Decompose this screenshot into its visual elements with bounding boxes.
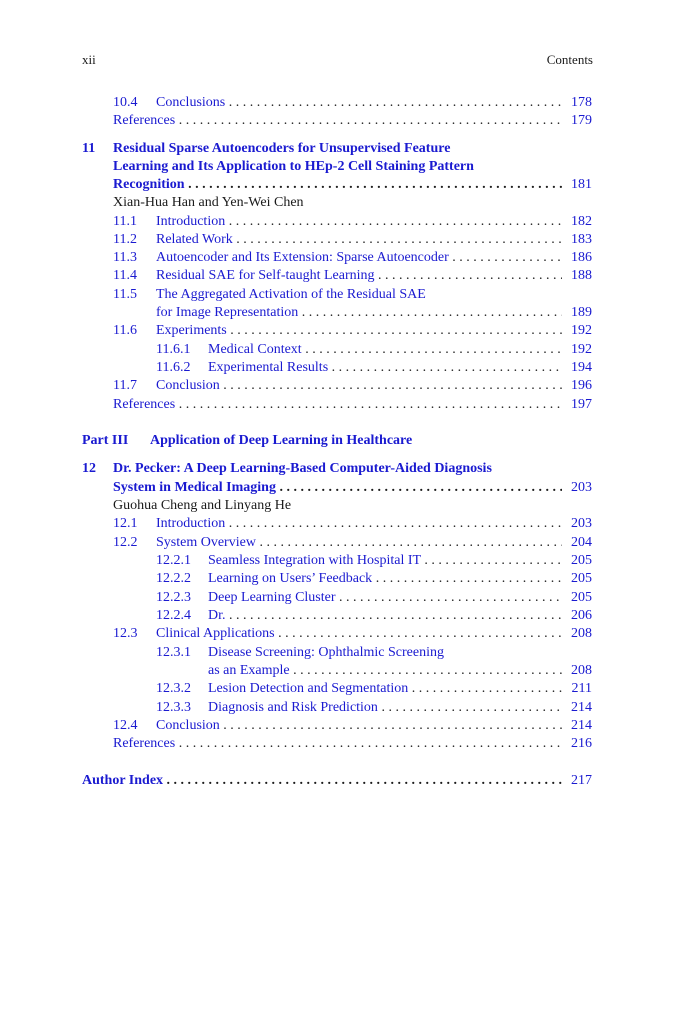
toc-entry-title[interactable]: Conclusion . . . [156, 377, 562, 395]
toc-entry[interactable] [0, 515, 675, 533]
toc-entry-page[interactable]: 192 [565, 341, 592, 359]
toc-entry [0, 140, 675, 158]
toc-entry-number: 12.3.1 [156, 645, 191, 660]
toc-entry-title[interactable]: Diagnosis and Risk Prediction . . . [208, 699, 562, 717]
toc-entry-number: 12.2.3 [156, 590, 191, 605]
toc-entry-number: 12.4 [113, 718, 138, 733]
toc-entry-page[interactable]: 205 [565, 589, 592, 607]
toc-entry-number: 12.2 [113, 535, 138, 550]
toc-entry-title[interactable]: The Aggregated Activation of the Residual SAE [156, 287, 426, 302]
toc-entry-page[interactable]: 178 [565, 94, 592, 112]
toc-entry-page[interactable]: 192 [565, 322, 592, 340]
toc-entry-number: 11.7 [113, 378, 137, 393]
toc-entry-title[interactable]: Author Index . . . [82, 772, 562, 790]
toc-entry[interactable] [0, 112, 675, 130]
toc-entry-page[interactable]: 189 [565, 304, 592, 322]
toc-entry-page[interactable]: 204 [565, 534, 592, 552]
toc-entry[interactable] [0, 377, 675, 395]
toc-entry-page[interactable]: 188 [565, 267, 592, 285]
toc-entry-page[interactable]: 214 [565, 699, 592, 717]
toc-entry-number: 11.4 [113, 268, 137, 283]
toc-entry-title[interactable]: Experimental Results . . . [208, 359, 562, 377]
toc-entry[interactable] [0, 534, 675, 552]
toc-entry-title[interactable]: Conclusions . . . [156, 94, 562, 112]
toc-entry [0, 644, 675, 662]
toc-entry-number: 11.1 [113, 214, 137, 229]
toc-entry[interactable] [0, 176, 675, 194]
toc-entry-page[interactable]: 203 [565, 515, 592, 533]
toc-entry-title[interactable]: Learning and Its Application to HEp-2 Cell Staining Pattern [113, 159, 474, 174]
toc-entry-number: 11 [82, 141, 96, 156]
toc-entry-page[interactable]: 186 [565, 249, 592, 267]
toc-entry-page[interactable]: 216 [565, 735, 592, 753]
toc-entry[interactable] [0, 625, 675, 643]
toc-entry-number: 11.6 [113, 323, 137, 338]
toc-entry-number: 12.2.2 [156, 571, 191, 586]
toc-entry[interactable] [0, 589, 675, 607]
toc-entry-title[interactable]: References . . . [113, 735, 562, 753]
toc-entry-number: 11.3 [113, 250, 137, 265]
toc-entry[interactable] [0, 213, 675, 231]
toc-authors: Xian-Hua Han and Yen-Wei Chen [113, 195, 304, 210]
toc-entry[interactable] [0, 607, 675, 625]
toc-entry-title[interactable]: Residual Sparse Autoencoders for Unsupervised Feature [113, 141, 451, 156]
toc-entry-page[interactable]: 217 [565, 772, 592, 790]
toc-entry[interactable] [0, 552, 675, 570]
toc-entry[interactable] [0, 359, 675, 377]
toc-entry[interactable] [0, 699, 675, 717]
toc-entry-page[interactable]: 181 [565, 176, 592, 194]
toc-entry[interactable] [0, 662, 675, 680]
toc-entry-number: 12.2.1 [156, 553, 191, 568]
toc-entry-title[interactable]: Dr. Pecker: A Deep Learning-Based Computer-Aided Diagnosis [113, 461, 492, 476]
toc-entry-number: 10.4 [113, 95, 138, 110]
page-number: xii [82, 52, 96, 67]
toc-entry[interactable] [0, 570, 675, 588]
toc-entry-number: 12.3.3 [156, 700, 191, 715]
toc-entry [0, 460, 675, 478]
toc-entry-page[interactable]: 208 [565, 662, 592, 680]
toc-entry-page[interactable]: 211 [566, 680, 592, 698]
toc-entry-page[interactable]: 197 [565, 396, 592, 414]
toc-entry-title[interactable]: Clinical Applications . . . [156, 625, 562, 643]
toc-entry-title[interactable]: Experiments . . . [156, 322, 562, 340]
toc-entry-title[interactable]: System Overview . . . [156, 534, 562, 552]
toc-entry-title[interactable]: Medical Context . . . [208, 341, 562, 359]
toc-entry-page[interactable]: 183 [565, 231, 592, 249]
toc-entry-page[interactable]: 194 [565, 359, 592, 377]
toc-authors: Guohua Cheng and Linyang He [113, 498, 292, 513]
toc-entry [0, 286, 675, 304]
toc-entry[interactable] [0, 231, 675, 249]
toc-entry-page[interactable]: 214 [565, 717, 592, 735]
toc-entry [0, 497, 675, 515]
toc-entry-title[interactable]: References . . . [113, 396, 562, 414]
toc-entry-page[interactable]: 196 [565, 377, 592, 395]
toc-entry-number: 12.3 [113, 626, 138, 641]
toc-entry-page[interactable]: 205 [565, 570, 592, 588]
toc-entry-number: 12.2.4 [156, 608, 191, 623]
toc-entry-page[interactable]: 208 [565, 625, 592, 643]
toc-entry-page[interactable]: 205 [565, 552, 592, 570]
toc-entry-title[interactable]: Learning on Users’ Feedback . . . [208, 570, 562, 588]
toc-entry-title[interactable]: Lesion Detection and Segmentation . . . [208, 680, 562, 698]
toc-entry[interactable] [0, 249, 675, 267]
toc-entry-title[interactable]: References . . . [113, 112, 562, 130]
toc-entry-title[interactable]: as an Example . . . [208, 662, 562, 680]
toc-entry[interactable] [0, 479, 675, 497]
toc-entry-number: 11.6.2 [156, 360, 191, 375]
toc-entry[interactable] [0, 717, 675, 735]
toc-entry-number: 12 [82, 461, 96, 476]
toc-entry-title[interactable]: Disease Screening: Ophthalmic Screening [208, 645, 444, 660]
toc-entry-title[interactable]: Introduction . . . [156, 515, 562, 533]
toc-entry[interactable] [0, 341, 675, 359]
toc-entry[interactable] [0, 396, 675, 414]
toc-entry-title[interactable]: Autoencoder and Its Extension: Sparse Autoencoder . . . [156, 249, 562, 267]
toc-entry-title[interactable]: System in Medical Imaging . . . [113, 479, 562, 497]
toc-entry[interactable] [0, 772, 675, 790]
toc-entry [0, 194, 675, 212]
toc-entry-number: 12.1 [113, 516, 138, 531]
toc-entry-title[interactable]: Conclusion . . . [156, 717, 562, 735]
toc-entry-title[interactable]: Deep Learning Cluster . . . [208, 589, 562, 607]
toc-entry[interactable] [0, 322, 675, 340]
toc-entry-page[interactable]: 182 [565, 213, 592, 231]
toc-entry-title[interactable]: Application of Deep Learning in Healthcare [150, 433, 413, 448]
toc-entry[interactable] [0, 735, 675, 753]
toc-entry[interactable] [0, 94, 675, 112]
toc-entry-page[interactable]: 179 [565, 112, 592, 130]
toc-entry-title[interactable]: Recognition . . . [113, 176, 562, 194]
toc-entry-number: 11.5 [113, 287, 137, 302]
toc-entry-title[interactable]: Related Work . . . [156, 231, 562, 249]
toc-entry[interactable] [0, 267, 675, 285]
toc-entry-page[interactable]: 206 [565, 607, 592, 625]
toc-entry-title[interactable]: for Image Representation . . . [156, 304, 562, 322]
toc-entry-title[interactable]: Seamless Integration with Hospital IT . . . [208, 552, 562, 570]
toc-entry [0, 432, 675, 450]
toc-entry-number: 11.2 [113, 232, 137, 247]
toc-entry [0, 158, 675, 176]
toc-entry-title[interactable]: Residual SAE for Self-taught Learning . . . [156, 267, 562, 285]
toc-entry-title[interactable]: Introduction . . . [156, 213, 562, 231]
toc-entry-number: Part III [82, 433, 129, 448]
toc-entry-page[interactable]: 203 [565, 479, 592, 497]
toc-entry[interactable] [0, 680, 675, 698]
toc-entry-number: 11.6.1 [156, 342, 191, 357]
running-header: Contents [546, 52, 593, 67]
toc-entry[interactable] [0, 304, 675, 322]
toc-entry-number: 12.3.2 [156, 681, 191, 696]
toc-entry-title[interactable]: Dr. . . . [208, 607, 562, 625]
